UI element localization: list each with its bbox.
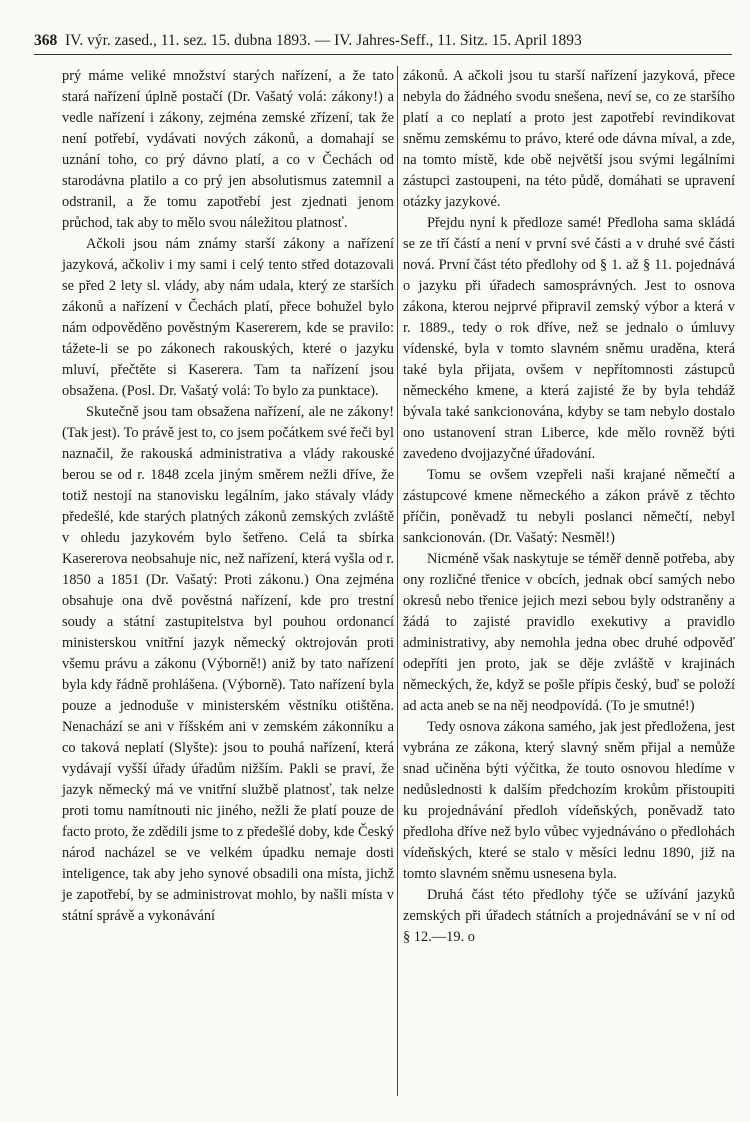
right-paragraph-6: Druhá část této předlohy týče se užívání jazyků zemských při úřadech státních a projednávání se v ní od § 12.—19. o (403, 887, 735, 945)
right-paragraph-2: Přejdu nyní k předloze samé! Předloha sama skládá se ze tří částí a není v první své části a v druhé své části nová. První část této předlohy od § 1. až § 11. pojednává o jazyku při úřadech samosprávných. Jest to osnova zákona, kterou nejprvé připravil zemský výbor a která v r. 1889., tedy o rok dříve, než se jednalo o úmluvy vídenské, byla v tomto slavném sněmu uraděna, která také byla přijata, ovšem v nepřítomnosti zástupců německého kmene, a která zajisté že by byla tehdáž bývala také sankcionována, kdyby se tam nebylo dostalo ono ustanovení stran Liberce, kde mělo rovněž býti zavedeno dvojjazyčné úřadování. (403, 215, 735, 462)
header-separator: — (314, 32, 331, 49)
left-paragraph-2: Ačkoli jsou nám známy starší zákony a nařízení jazyková, ačkoliv i my sami i celý tento střed dotazovali se před 2 lety sl. vlády, aby nám udala, který ze starších zákonů a nařízení v Čechách platí, přece bohužel bylo nám odpověděno pověstným Kasererem, kde se pravilo: tážete-li se po zákonech rakouských, které o jazyku mluví, přečtěte si Kaserera. Tam ta nařízení jsou obsažena. (Posl. Dr. Vašatý volá: To bylo za punktace). (62, 236, 394, 399)
left-paragraph-1: prý máme veliké množství starých nařízení, a že tato stará nařízení úplně postačí (Dr. Vašatý volá: zákony!) a vedle nařízení i zákony, zejména zemské zřízení, tak že není potřebí, vydávati nových zákonů, a domahají se uznání toho, co prý dávno platí, a co v Čechách od starodávna platilo a co prý jen absolutismus zatemnil a odstranil, a že tomu zapotřebí jest zjednati jenom průchod, tak aby to mělo svou náležitou platnosť. (62, 68, 394, 231)
header-right-title: IV. Jahres-Seff., 11. Sitz. 15. April 1893 (334, 32, 582, 49)
right-paragraph-4: Nicméně však naskytuje se téměř denně potřeba, aby ony rozličné třenice v obcích, jednak obcí samých nebo okresů nebo třenice jejich mezi sebou byly odstraněny a žádá to zajisté pravidlo exekutivy a pravidlo administrativy, aby nemohla jedna obec druhé odpověď odepříti jen proto, jak se děje zvláště v krajinách německých, že, když se pošle přípis český, buď se položí ad acta aneb se na něj neodpovídá. (To je smutné!) (403, 551, 735, 714)
left-column (62, 66, 394, 927)
right-paragraph-3: Tomu se ovšem vzepřeli naši krajané němečtí a zástupcové kmene německého a zákon právě z těchto příčin, poněvadž tu nebyli poslanci němečtí, nebyl sankcionován. (Dr. Vašatý: Nesměl!) (403, 467, 735, 546)
page-number: 368 (34, 32, 58, 49)
header-left-title: IV. výr. zased., 11. sez. 15. dubna 1893. (65, 32, 311, 49)
right-column (403, 66, 735, 948)
right-paragraph-1: zákonů. A ačkoli jsou tu starší nařízení jazyková, přece nebyla do žádného svodu snešena, neví se, co ze staršího platí a co neplatí a proto jest zapotřebí revindikovat sněmu zemskému to právo, které ode dávna míval, a zde, na tomto místě, kde obě největší jsou svými legálními zástupci zastoupeni, na této půdě, domáhati se upravení otázky jazykové. (403, 68, 735, 210)
column-divider (397, 66, 398, 1096)
running-header (34, 30, 732, 55)
right-paragraph-5: Tedy osnova zákona samého, jak jest předložena, jest vybrána ze zákona, který slavný sněm přijal a nemůže snad učiněna býti výčitka, že touto osnovou hledíme v nedůslednosti k dalším předchozím krokům přistoupiti ku projednávání předloh vídeňských, poněvadž tato předloha dříve než bylo vůbec vyjednáváno o předlohách vídeňských, které se stalo v měsíci lednu 1890, již na tomto slavném sněmu usnesena byla. (403, 719, 735, 882)
left-paragraph-3: Skutečně jsou tam obsažena nařízení, ale ne zákony! (Tak jest). To právě jest to, co jsem počátkem své řeči byl naznačil, že rakouská administrativa a vlády rakouské berou se od r. 1848 zcela jiným směrem nežli dříve, že totiž nestojí na stanovisku legálním, jako stávaly vlády předešlé, kde starých platných zákonů zemských zvláště v ohledu jazykovém bylo šetřeno. Celá ta sbírka Kasererova neobsahuje nic, než nařízení, která vyšla od r. 1850 a 1851 (Dr. Vašatý: Proti zákonu.) Ona zejména obsahuje ona dvě pověstná nařízení, kde pro trestní soudy a státní zastupitelstva byl pouhou ordonancí ministerskou vnitřní jazyk německý oktrojován proti všemu právu a zákonu (Výborně!) aniž by tato nařízení byla kdy řádně prohlášena. (Výborně). Tato nařízení byla pouze a jednoduše v ministerském věstníku otištěna. Nenachází se ani v říšském ani v zemském zákonníku a co taková neplatí (Slyšte): jsou to pouhá nařízení, která vydávají vyšší úřady úřadům nižším. Pakli se praví, že jazyk německý má ve vnitřní službě platnosť, tak nelze proti tomu namítnouti nic jiného, nežli že platí pouze de facto proto, že zdědili jsme to z předešlé doby, kde Český národ nacházel se ve velkém úpadku nemaje dosti inteligence, tak aby jeho synové obsadili ona místa, jichž je zapotřebí, by se administrovat mohlo, by našli místa v státní správě a vykonávání (62, 404, 394, 924)
